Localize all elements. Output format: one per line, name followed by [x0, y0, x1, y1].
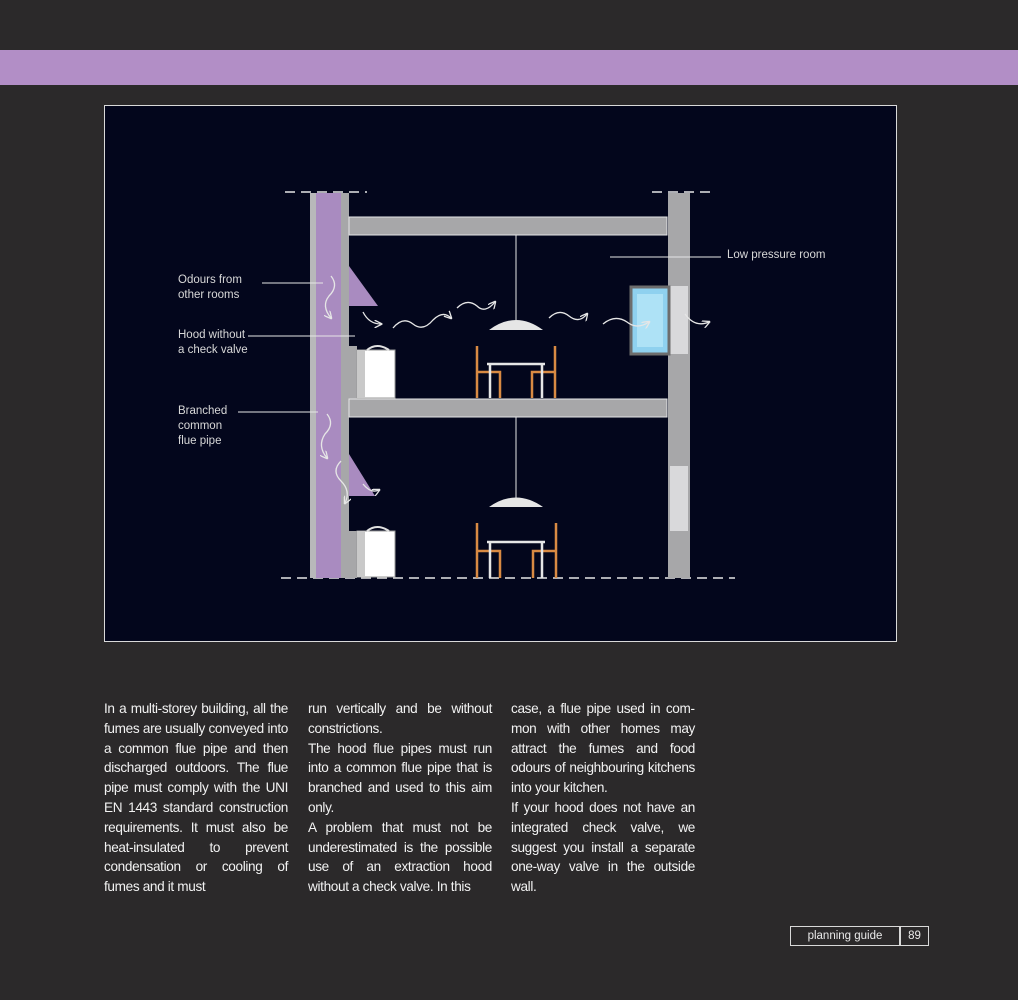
header-accent-band: [0, 50, 1018, 85]
text-column-2: [308, 699, 492, 897]
paragraph: A problem that must not be underestimated is the possible use of an extraction hood without a check valve. In this: [308, 819, 492, 895]
footer-section-label: planning guide: [790, 926, 900, 946]
diagram-drawing: [105, 106, 897, 642]
paragraph: If your hood does not have an integrated check valve, we suggest you install a separate one-way valve in the outside wall.: [511, 799, 695, 895]
callout-odours: Odours from other rooms: [178, 274, 242, 301]
callout-hood: Hood without a check valve: [178, 329, 248, 356]
building-diagram: [104, 105, 897, 642]
paragraph: run vertically and be without constrictions.: [308, 701, 492, 736]
callout-low-pressure: Low pressure room: [727, 249, 826, 261]
paragraph: case, a flue pipe used in common with other homes may attract the fumes and food odours of neighbouring kitchens into your kitchen.: [511, 701, 695, 796]
text-column-1: [104, 699, 288, 897]
callout-flue: Branched common flue pipe: [178, 405, 228, 447]
paragraph: The hood flue pipes must run into a common flue pipe that is branched and used to this aim only.: [308, 740, 492, 815]
text-column-3: [511, 699, 695, 897]
paragraph: In a multi-storey building, all the fumes are usually conveyed into a common flue pipe and then discharged outdoors. The flue pipe must comply with the UNI EN 1443 standard construction requirements. It must also be heat-insulated to prevent condensation or cooling of fumes and it must: [104, 701, 288, 895]
page-number: 89: [900, 926, 929, 946]
right-wall: [631, 193, 690, 578]
cookers: [357, 346, 395, 577]
floor-slabs: [349, 217, 667, 417]
